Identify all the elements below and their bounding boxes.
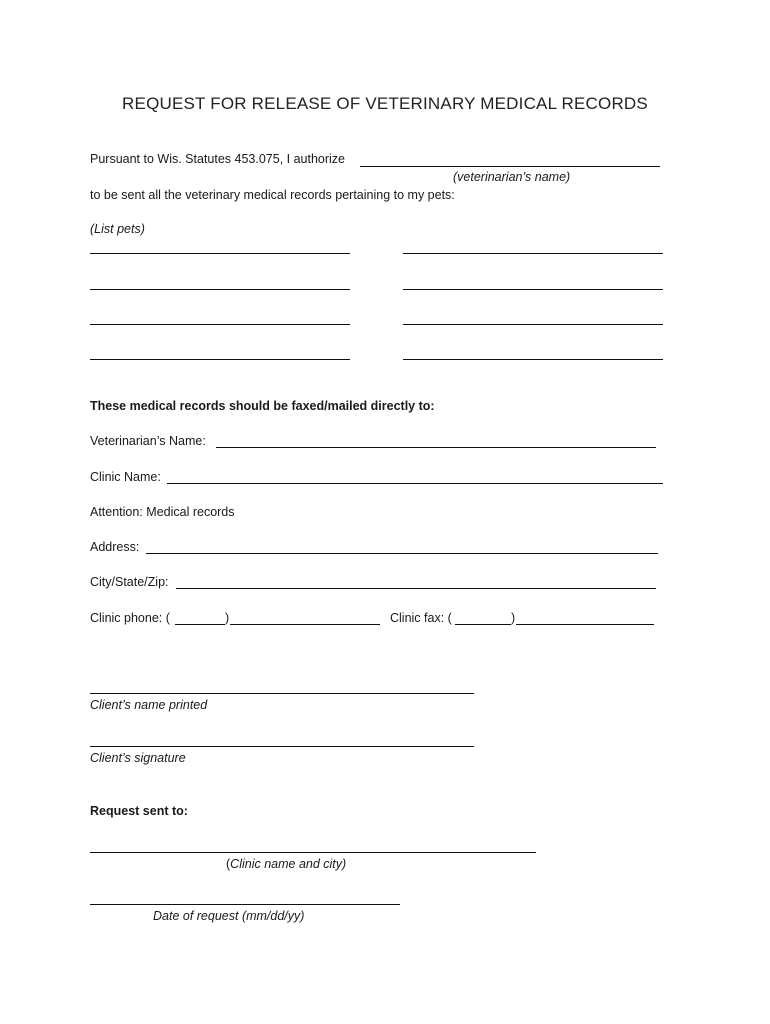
- pet-line-6[interactable]: [403, 324, 663, 325]
- client-signature-field[interactable]: [90, 746, 474, 747]
- veterinarian-name-field[interactable]: [360, 166, 660, 167]
- pet-line-2[interactable]: [403, 253, 663, 254]
- clinic-phone-label: Clinic phone: (: [90, 611, 170, 625]
- client-name-printed-label: Client’s name printed: [90, 698, 208, 712]
- request-date-hint: Date of request (mm/dd/yy): [153, 909, 305, 923]
- pet-line-3[interactable]: [90, 289, 350, 290]
- destination-heading: These medical records should be faxed/mailed directly to:: [90, 399, 435, 413]
- clinic-fax-paren-close: ): [511, 611, 516, 625]
- attention-text: Attention: Medical records: [90, 505, 235, 519]
- list-pets-label: (List pets): [90, 222, 145, 236]
- address-label: Address:: [90, 540, 140, 554]
- request-clinic-hint: [226, 857, 346, 871]
- city-state-zip-field[interactable]: [176, 588, 656, 589]
- pet-line-8[interactable]: [403, 359, 663, 360]
- pet-line-4[interactable]: [403, 289, 663, 290]
- authorization-continuation: to be sent all the veterinary medical records pertaining to my pets:: [90, 188, 455, 202]
- authorization-prefix: Pursuant to Wis. Statutes 453.075, I authorize: [90, 152, 346, 166]
- clinic-fax-label: Clinic fax: (: [390, 611, 452, 625]
- clinic-fax-number-field[interactable]: [516, 624, 654, 625]
- clinic-fax-area-code-field[interactable]: [455, 624, 511, 625]
- request-clinic-hint-text: Clinic name and city): [230, 857, 347, 871]
- clinic-phone-number-field[interactable]: [230, 624, 380, 625]
- pet-line-7[interactable]: [90, 359, 350, 360]
- request-date-field[interactable]: [90, 904, 400, 905]
- clinic-name-field[interactable]: [167, 483, 663, 484]
- vet-name-field[interactable]: [216, 447, 656, 448]
- client-signature-label: Client’s signature: [90, 751, 186, 765]
- pet-line-1[interactable]: [90, 253, 350, 254]
- clinic-phone-paren-close: ): [225, 611, 230, 625]
- request-clinic-field[interactable]: [90, 852, 536, 853]
- pet-line-5[interactable]: [90, 324, 350, 325]
- request-clinic-hint-open: (: [226, 857, 231, 871]
- veterinarian-name-hint: (veterinarian’s name): [453, 170, 571, 184]
- vet-name-label: Veterinarian’s Name:: [90, 434, 206, 448]
- clinic-phone-area-code-field[interactable]: [175, 624, 225, 625]
- clinic-name-label: Clinic Name:: [90, 470, 161, 484]
- request-sent-heading: Request sent to:: [90, 804, 188, 818]
- page-title: REQUEST FOR RELEASE OF VETERINARY MEDICAL RECORDS: [122, 94, 648, 113]
- city-state-zip-label: City/State/Zip:: [90, 575, 169, 589]
- address-field[interactable]: [146, 553, 658, 554]
- client-name-printed-field[interactable]: [90, 693, 474, 694]
